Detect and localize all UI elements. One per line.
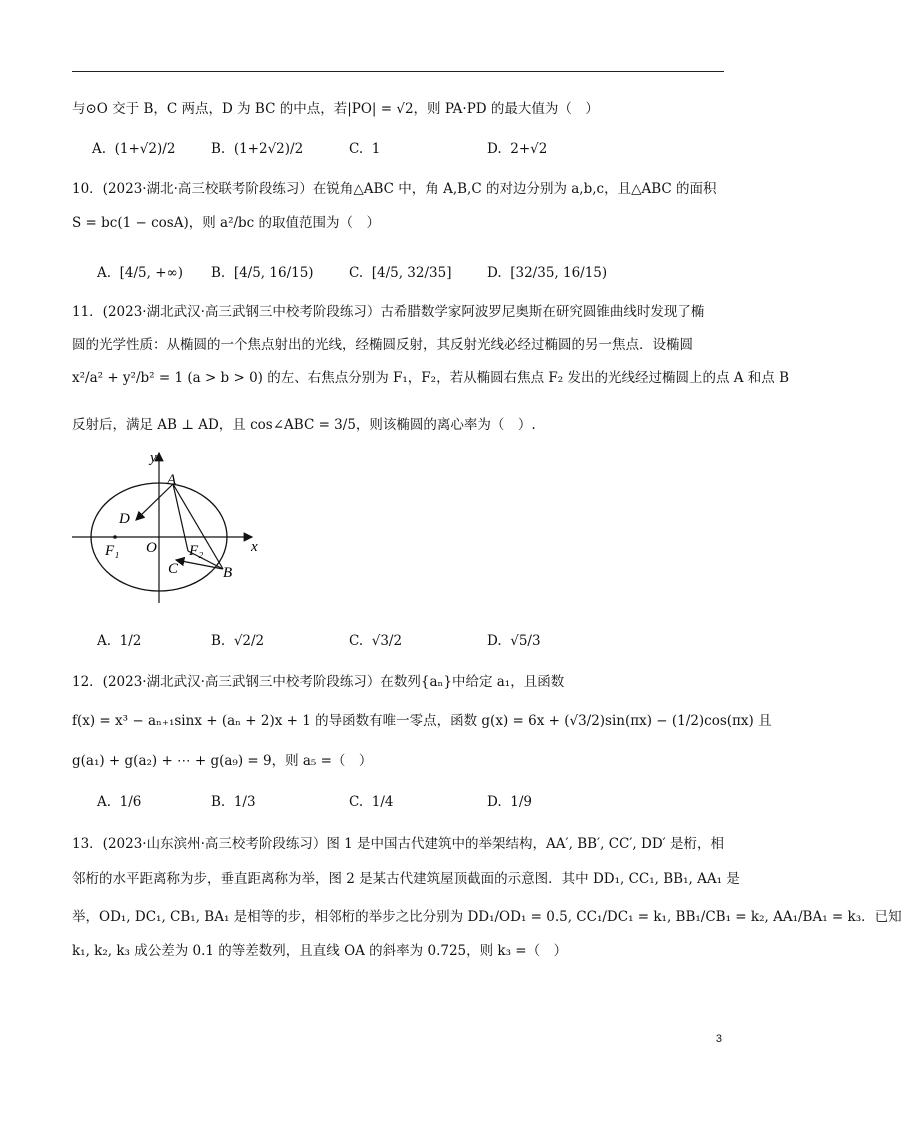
q9-line1: 与⊙O 交于 B，C 两点，D 为 BC 的中点，若|PO| = √2，则 PA·PD 的最大值为（ ） — [72, 101, 599, 117]
ray-BC — [176, 560, 223, 569]
q11-line2: 圆的光学性质：从椭圆的一个焦点射出的光线，经椭圆反射，其反射光线必经过椭圆的另一焦点．设椭圆 — [72, 337, 693, 353]
page-number: 3 — [715, 1033, 722, 1045]
label-A: A — [167, 472, 177, 488]
q12-line3: g(a₁) + g(a₂) + ⋯ + g(a₉) = 9，则 a₅ =（ ） — [72, 753, 373, 769]
q12-line1: 12．(2023·湖北武汉·高三武钢三中校考阶段练习）在数列{aₙ}中给定 a₁，且函数 — [72, 674, 565, 690]
label-D: D — [119, 511, 130, 527]
label-C: C — [168, 561, 179, 577]
q11-option-c: C. √3/2 — [349, 633, 403, 649]
q12-option-d: D. 1/9 — [487, 794, 532, 810]
q12-option-c: C. 1/4 — [349, 794, 394, 810]
ray-AD — [136, 484, 173, 520]
ellipse-figure — [70, 445, 270, 605]
label-x: x — [251, 539, 258, 555]
q11-line1: 11．(2023·湖北武汉·高三武钢三中校考阶段练习）古希腊数学家阿波罗尼奥斯在研究圆锥曲线时发现了椭 — [72, 304, 705, 320]
q10-line2: S = bc(1 − cosA)，则 a²/bc 的取值范围为（ ） — [72, 215, 381, 231]
q13-line2: 邻桁的水平距离称为步，垂直距离称为举，图 2 是某古代建筑屋顶截面的示意图．其中 DD₁, CC₁, BB₁, AA₁ 是 — [72, 871, 740, 887]
q11-option-d: D. √5/3 — [487, 633, 541, 649]
q10-option-a: A. [4/5, +∞) — [97, 265, 184, 281]
q12-option-b: B. 1/3 — [211, 794, 256, 810]
q13-line3: 举，OD₁, DC₁, CB₁, BA₁ 是相等的步，相邻桁的举步之比分别为 DD₁/OD₁ = 0.5, CC₁/DC₁ = k₁, BB₁/CB₁ = k₂, AA₁/BA₁ = k₃．已知 — [72, 909, 902, 925]
focus-F1-point — [113, 535, 117, 539]
q10-option-b: B. [4/5, 16/15) — [211, 265, 314, 281]
q11-option-b: B. √2/2 — [211, 633, 265, 649]
q10-option-c: C. [4/5, 32/35] — [349, 265, 452, 281]
q11-line4: 反射后，满足 AB ⊥ AD，且 cos∠ABC = 3/5，则该椭圆的离心率为（ ）. — [72, 417, 536, 433]
q13-line4: k₁, k₂, k₃ 成公差为 0.1 的等差数列，且直线 OA 的斜率为 0.725，则 k₃ =（ ） — [72, 943, 568, 959]
label-y: y — [150, 450, 157, 466]
q10-option-d: D. [32/35, 16/15) — [487, 265, 608, 281]
q13-line1: 13．(2023·山东滨州·高三校考阶段练习）图 1 是中国古代建筑中的举架结构，AA′, BB′, CC′, DD′ 是桁，相 — [72, 836, 725, 852]
q12-option-a: A. 1/6 — [97, 794, 142, 810]
header-rule — [72, 71, 724, 72]
q11-option-a: A. 1/2 — [97, 633, 142, 649]
segment-AF2 — [173, 484, 188, 551]
q9-option-d: D. 2+√2 — [487, 141, 548, 157]
q9-option-b: B. (1+2√2)/2 — [211, 141, 304, 157]
q9-option-a: A. (1+√2)/2 — [92, 141, 176, 157]
label-B: B — [223, 565, 233, 581]
q12-line2: f(x) = x³ − aₙ₊₁sinx + (aₙ + 2)x + 1 的导函数有唯一零点，函数 g(x) = 6x + (√3/2)sin(πx) − (1/2)cos(πx) 且 — [72, 713, 772, 729]
q11-line3: x²/a² + y²/b² = 1 (a > b > 0) 的左、右焦点分别为 F₁，F₂，若从椭圆右焦点 F₂ 发出的光线经过椭圆上的点 A 和点 B — [72, 370, 789, 386]
label-O: O — [146, 540, 157, 556]
q10-line1: 10．(2023·湖北·高三校联考阶段练习）在锐角△ABC 中，角 A,B,C 的对边分别为 a,b,c，且△ABC 的面积 — [72, 181, 717, 197]
label-F2: F₂ — [189, 543, 204, 559]
q9-option-c: C. 1 — [349, 141, 381, 157]
label-F1: F₁ — [105, 543, 120, 559]
